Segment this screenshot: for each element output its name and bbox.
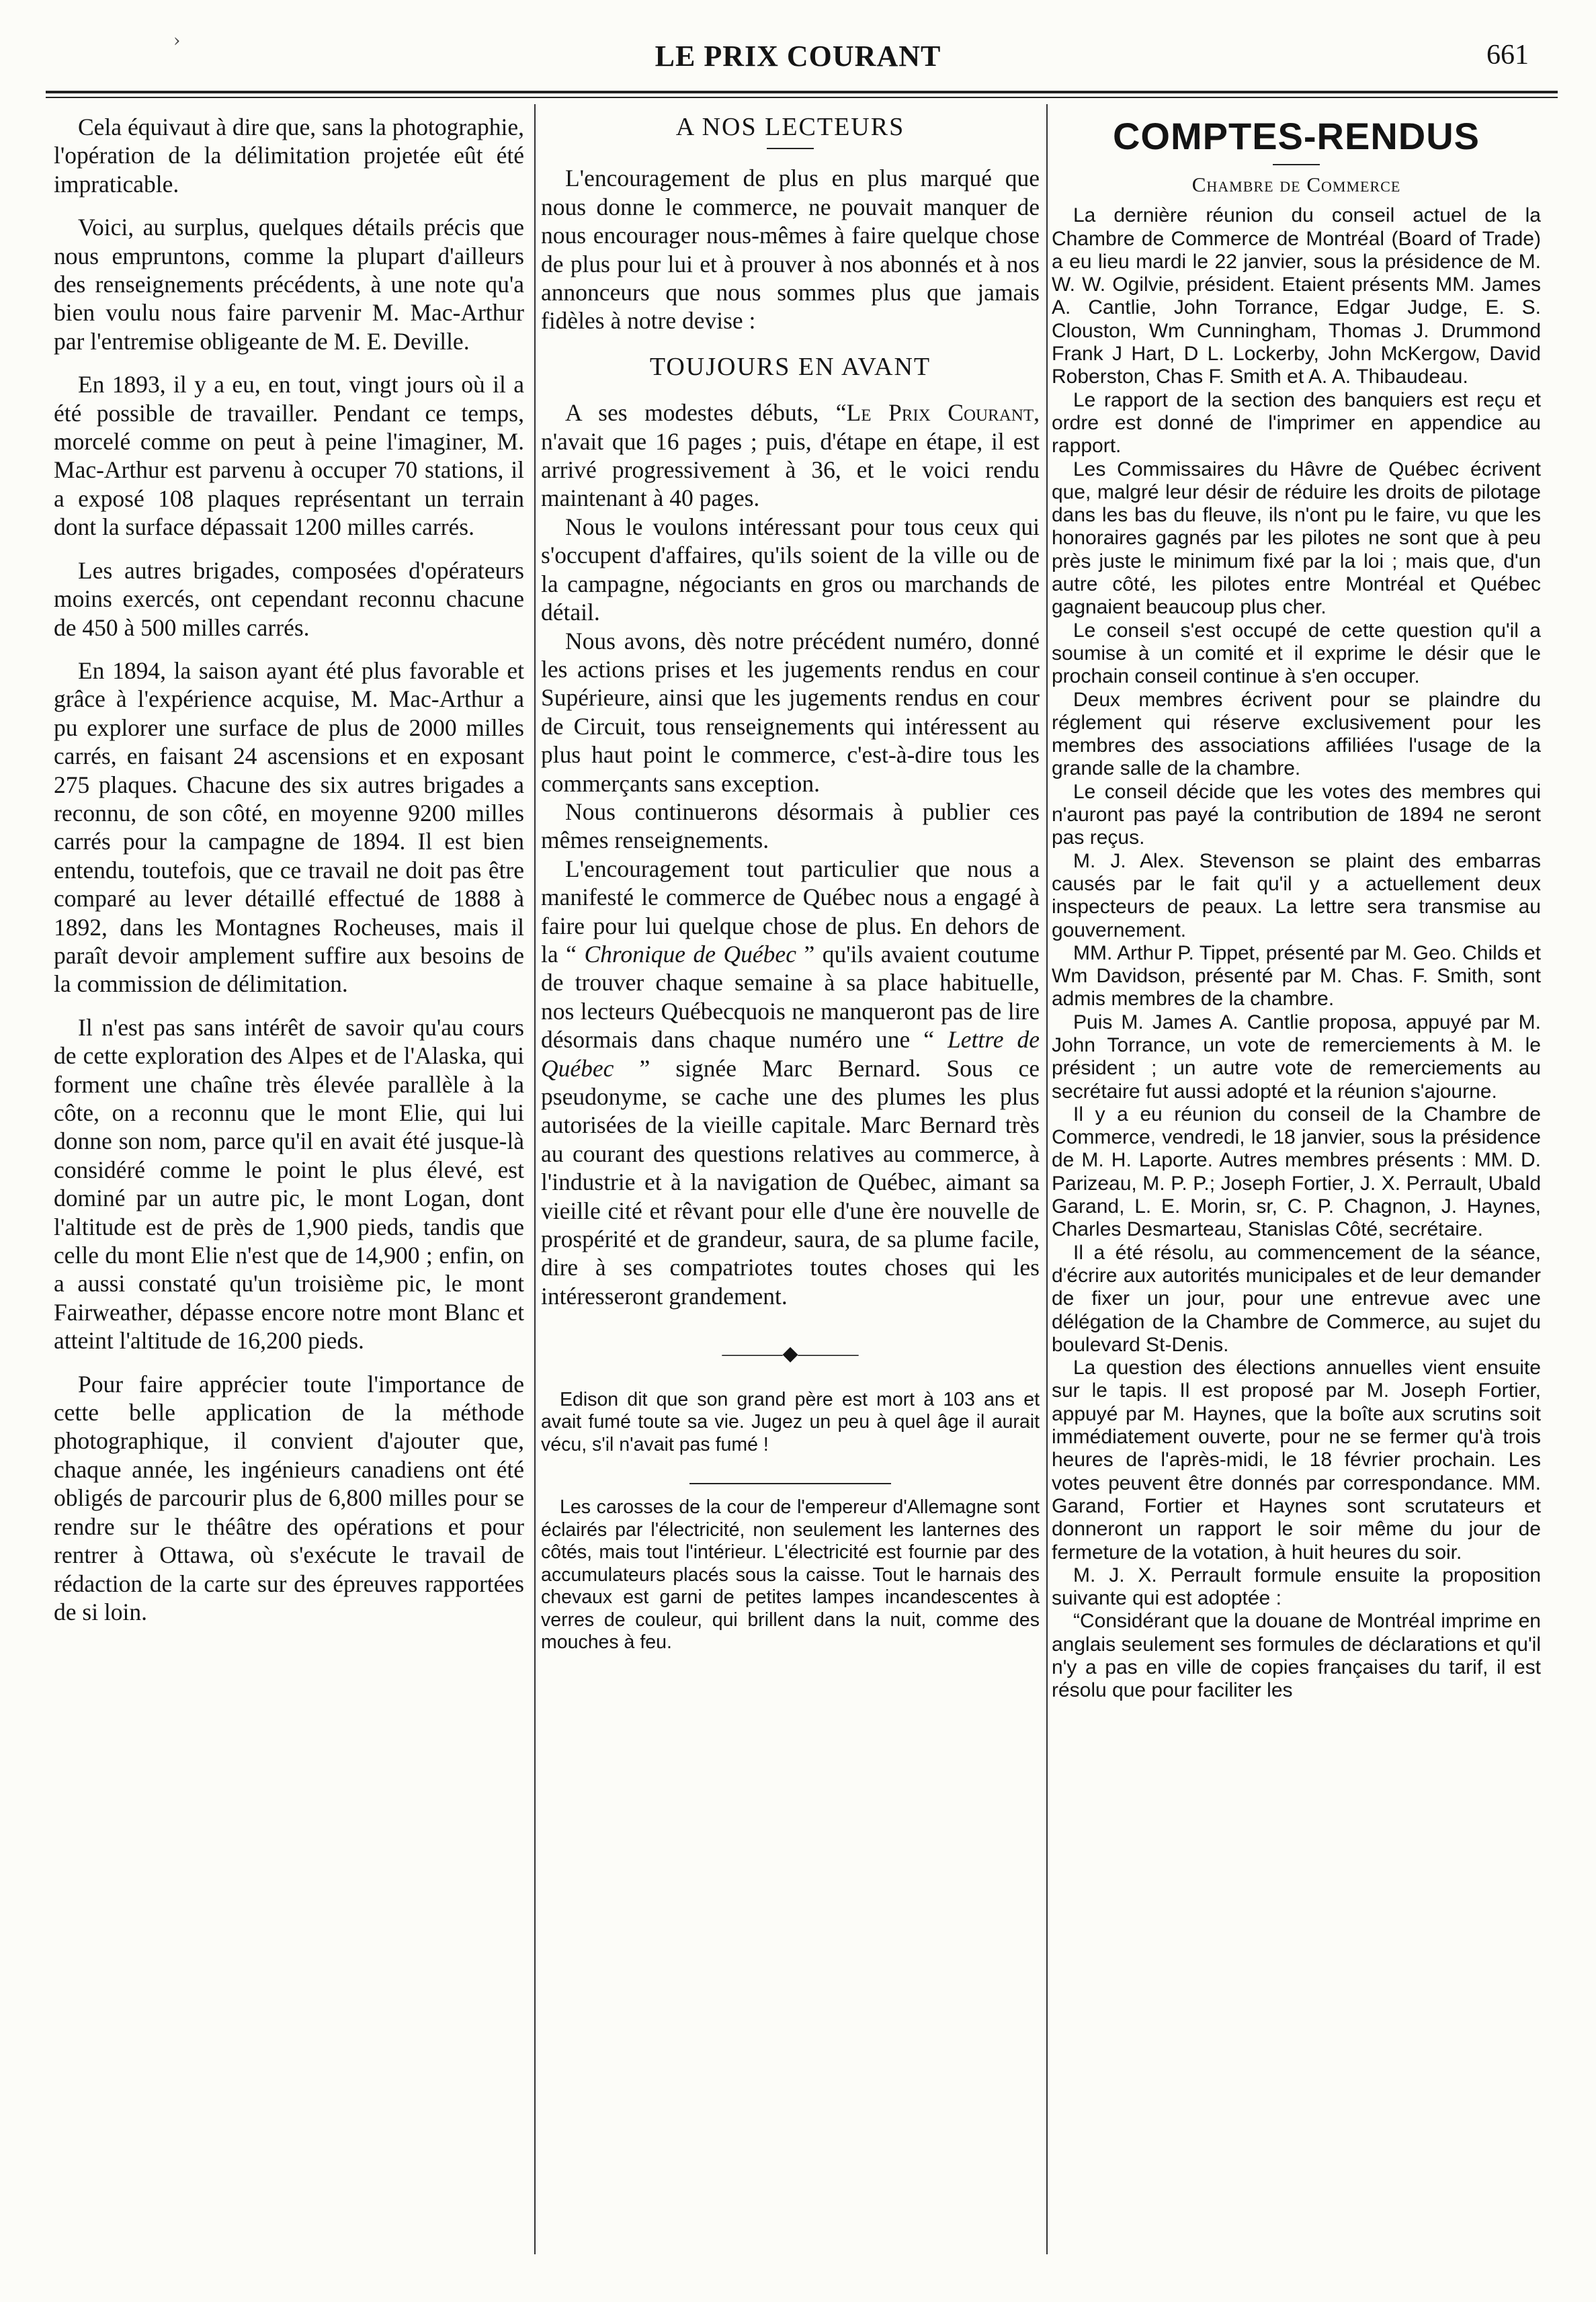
header-rule bbox=[46, 91, 1558, 93]
motto: TOUJOURS EN AVANT bbox=[649, 352, 931, 381]
paragraph: “Considérant que la douane de Montréal imprime en anglais seulement ses formules de déclarations et qu'il n'y a pas en ville de copies françaises du tarif, il est résolu que pour faciliter les bbox=[1052, 1610, 1541, 1702]
paragraph: Nous avons, dès notre précédent numéro, donné les actions prises et les jugements rendus en cour Supérieure, ainsi que les jugements rendus en cour de Circuit, tous renseignements qui intéressent au plus haut point le commerce, c'est-à-dire tous les commerçants sans exception. bbox=[541, 627, 1040, 797]
paragraph: Voici, au surplus, quelques détails précis que nous empruntons, comme la plupart d'ailleurs des renseignements précédents, à une note qu'a bien voulu nous faire parvenir M. Mac-Arthur par l'entremise obligeante de M. E. Deville. bbox=[54, 214, 524, 355]
paragraph: En 1893, il y a eu, en tout, vingt jours où il a été possible de travailler. Pendant ce temps, morcelé comme on peut à peine l'imaginer, M. Mac-Arthur est parvenu à occuper 70 stations, il a exposé 108 plaques représentant un terrain dont la surface dépassait 1200 milles carrés. bbox=[54, 371, 524, 541]
edison-note bbox=[541, 1389, 1040, 1457]
column-2 bbox=[541, 113, 1040, 2256]
heading-rule bbox=[1273, 164, 1320, 165]
paragraph: Le rapport de la section des banquiers est reçu et ordre est donné de l'imprimer en appendice au rapport. bbox=[1052, 388, 1541, 458]
margin-mark: › bbox=[173, 31, 181, 51]
lettre-title: Lettre de Québec bbox=[541, 1026, 1040, 1082]
column-divider-1 bbox=[534, 104, 536, 2254]
chronique-title: Chronique de Québec bbox=[584, 940, 796, 968]
section-heading: A NOS LECTEURS bbox=[675, 113, 905, 141]
paragraph: Deux membres écrivent pour se plaindre du réglement qui réserve exclusivement pour les membres des associations affiliées l'usage de la grande salle de la chambre. bbox=[1052, 688, 1541, 780]
paragraph: L'encouragement de plus en plus marqué que nous donne le commerce, ne pouvait manquer de nous encourager nous-mêmes à faire quelque chose de plus pour lui et à prouver à nos abonnés et à nos annonceurs que nous sommes plus que jamais fidèles à notre devise : bbox=[541, 165, 1040, 335]
paragraph: Les autres brigades, composées d'opérateurs moins exercés, ont cependant reconnu chacune de 450 à 500 milles carrés. bbox=[54, 556, 524, 641]
paragraph: M. J. X. Perrault formule ensuite la proposition suivante qui est adoptée : bbox=[1052, 1564, 1541, 1610]
paragraph: Cela équivaut à dire que, sans la photographie, l'opération de la délimitation projetée eût été impraticable. bbox=[54, 114, 524, 198]
paragraph: La dernière réunion du conseil actuel de la Chambre de Commerce de Montréal (Board of Trade) a eu lieu mardi le 22 janvier, sous la présidence de M. W. W. Ogilvie, président. Etaient présents MM. James A. Cantlie, John Torrance, Edgar Judge, E. S. Clouston, Wm Cunningham, Thomas J. Drummond Frank J Hart, D L. Lockerby, John McKergow, David Roberston, Chas F. Smith et A. A. Thibaudeau. bbox=[1052, 204, 1541, 388]
paragraph: Le conseil décide que les votes des membres qui n'auront pas payé la contribution de 1894 ne seront pas reçus. bbox=[1052, 780, 1541, 849]
paragraph: Les carosses de la cour de l'empereur d'Allemagne sont éclairés par l'électricité, non seulement les lanternes des côtés, mais tout l'intérieur. L'électricité est fournie par des accumulateurs placés sous la caisse. Tout le harnais des chevaux est garni de petites lampes incandescentes à verres de couleur, qui brillent dans la nuit, comme des mouches à feu. bbox=[541, 1496, 1040, 1654]
paragraph: Le conseil s'est occupé de cette question qu'il a soumise à un comité et il exprime le désir que le prochain conseil continue à s'en occuper. bbox=[1052, 619, 1541, 688]
carosses-note bbox=[541, 1496, 1040, 1654]
paragraph: M. J. Alex. Stevenson se plaint des embarras causés par le fait qu'il y a actuellement deux inspecteurs de peaux. La lettre sera transmise au gouvernement. bbox=[1052, 849, 1541, 941]
paragraph: En 1894, la saison ayant été plus favorable et grâce à l'expérience acquise, M. Mac-Arthur a pu explorer une surface de plus de 2000 milles carrés, en faisant 24 ascensions et en exposant 275 plaques. Chacune des six autres brigades a reconnu, de son côté, en moyenne 9200 milles carrés pour la campagne de 1894. Il est bien entendu, toutefois, que ce travail ne doit pas être comparé au lever détaillé effectué de 1888 à 1892, dans les Montagnes Rocheuses, mais il paraît devoir amplement suffire aux besoins de la commission de délimitation. bbox=[54, 656, 524, 998]
paragraph bbox=[541, 398, 1040, 513]
column-divider-2 bbox=[1046, 104, 1048, 2254]
paragraph: Edison dit que son grand père est mort à 103 ans et avait fumé toute sa vie. Jugez un peu à quel âge il aurait vécu, s'il n'avait pas fumé ! bbox=[541, 1388, 1040, 1455]
paragraph: Puis M. James A. Cantlie proposa, appuyé par M. John Torrance, un vote de remerciements à M. le président ; un autre vote de remerciements au secrétaire fut aussi adopté et la réunion s'ajourne. bbox=[1052, 1011, 1541, 1103]
publication-name: Le Prix Courant bbox=[846, 399, 1034, 427]
section-rule bbox=[689, 1483, 891, 1484]
paragraph: Nous continuerons désormais à publier ces mêmes renseignements. bbox=[541, 798, 1040, 854]
text: , n'avait que 16 pages ; puis, d'étape en étape, il est arrivé progressivement à 36, et le voici rendu maintenant à 40 pages. bbox=[541, 399, 1040, 512]
paragraph: Il n'est pas sans intérêt de savoir qu'au cours de cette exploration des Alpes et de l'Alaska, qui forment une chaîne très élevée parallèle à la côte, on a reconnu que le mont Elie, qui lui donne son nom, parce qu'il en avait été jusque-là considéré comme le point le plus élevé, est dominé par un autre pic, le mont Logan, dont l'altitude est de près de 1,900 pieds, tandis que celle du mont Elie n'est que de 14,900 ; enfin, on a aussi constaté qu'un troisième pic, le mont Fairweather, dépasse encore notre mont Blanc et atteint l'altitude de 16,200 pieds. bbox=[54, 1013, 524, 1355]
column-3 bbox=[1052, 113, 1541, 2256]
column-1 bbox=[54, 113, 524, 2256]
heading-rule bbox=[767, 148, 814, 149]
text: A ses modestes débuts, “ bbox=[565, 399, 847, 427]
header-rule-thin bbox=[46, 97, 1558, 98]
text: L'encouragement tout particulier que nous a manifesté le commerce de Québec nous a engagé à faire pour lui quelque chose de plus. En dehors de la “ bbox=[541, 855, 1040, 968]
section-heading: COMPTES-RENDUS bbox=[1112, 115, 1480, 157]
paragraph: La question des élections annuelles vient ensuite sur le tapis. Il est proposé par M. Joseph Fortier, appuyé par M. Haynes, que la boîte aux scrutins soit immédiatement ouverte, pour ne se fermer qu'à trois heures de l'après-midi, le 18 février prochain. Les votes peuvent être donnés par correspondance. MM. Garand, Fortier et Haynes sont scrutateurs et donneront un rapport le soir même du jour de fermeture de la votation, à huit heures du soir. bbox=[1052, 1357, 1541, 1564]
paragraph: MM. Arthur P. Tippet, présenté par M. Geo. Childs et Wm Davidson, présenté par M. Chas. F. Smith, sont admis membres de la chambre. bbox=[1052, 941, 1541, 1011]
paragraph: Nous le voulons intéressant pour tous ceux qui s'occupent d'affaires, qu'ils soient de la ville ou de la campagne, négociants en gros ou marchands de détail. bbox=[541, 513, 1040, 626]
paragraph: Il a été résolu, au commencement de la séance, d'écrire aux autorités municipales et de leur demander de fixer un jour, pour une entrevue avec une délégation de la Chambre de Commerce, au sujet du boulevard St-Denis. bbox=[1052, 1241, 1541, 1356]
page-number: 661 bbox=[1486, 40, 1529, 71]
ornament-divider: ———◆——— bbox=[722, 1342, 859, 1365]
text: ” qu'ils avaient coutume de trouver chaque semaine à sa place habituelle, nos lecteurs Québecquois ne manqueront pas de lire désormais dans chaque numéro une “ bbox=[541, 940, 1040, 1054]
paragraph: Pour faire apprécier toute l'importance de cette belle application de la méthode photographique, il convient d'ajouter que, chaque année, les ingénieurs canadiens ont été obligés de parcourir plus de 6,800 milles pour se rendre sur le théâtre des opérations et pour rentrer à Ottawa, où s'exécute le travail de rédaction de la carte sur des épreuves rapportées de si loin. bbox=[54, 1370, 524, 1625]
publication-title: LE PRIX COURANT bbox=[655, 40, 941, 73]
paragraph bbox=[541, 855, 1040, 1311]
text: ” signée Marc Bernard. Sous ce pseudonyme, se cache une des plumes les plus autorisées de la vieille capitale. Marc Bernard très au courant des questions relatives au commerce, à l'industrie et à la navigation de Québec, aimant sa vieille cité et rêvant pour elle d'une ère nouvelle de prospérité et de grandeur, saura, de sa plume facile, dire à ses compatriotes toutes choses qui les intéresseront grandement. bbox=[541, 1054, 1040, 1310]
paragraph: Il y a eu réunion du conseil de la Chambre de Commerce, vendredi, le 18 janvier, sous la présidence de M. H. Laporte. Autres membres présents : MM. D. Parizeau, M. P. P.; Joseph Fortier, J. X. Perrault, Ubald Garand, L. E. Morin, sr, C. P. Chagnon, J. Haynes, Charles Desmarteau, Stanislas Côté, secrétaire. bbox=[1052, 1103, 1541, 1241]
subsection-heading: Chambre de Commerce bbox=[1191, 173, 1401, 196]
page-header bbox=[0, 39, 1596, 82]
paragraph: Les Commissaires du Hâvre de Québec écrivent que, malgré leur désir de réduire les droits de pilotage dans les bas du fleuve, ils n'ont pu le faire, vu que les honoraires gagnés par les pilotes ne sont que à peu près juste le minimum fixé par la loi ; mais que, d'un autre côté, les pilotes entre Montréal et Québec gagnaient beaucoup plus cher. bbox=[1052, 458, 1541, 619]
